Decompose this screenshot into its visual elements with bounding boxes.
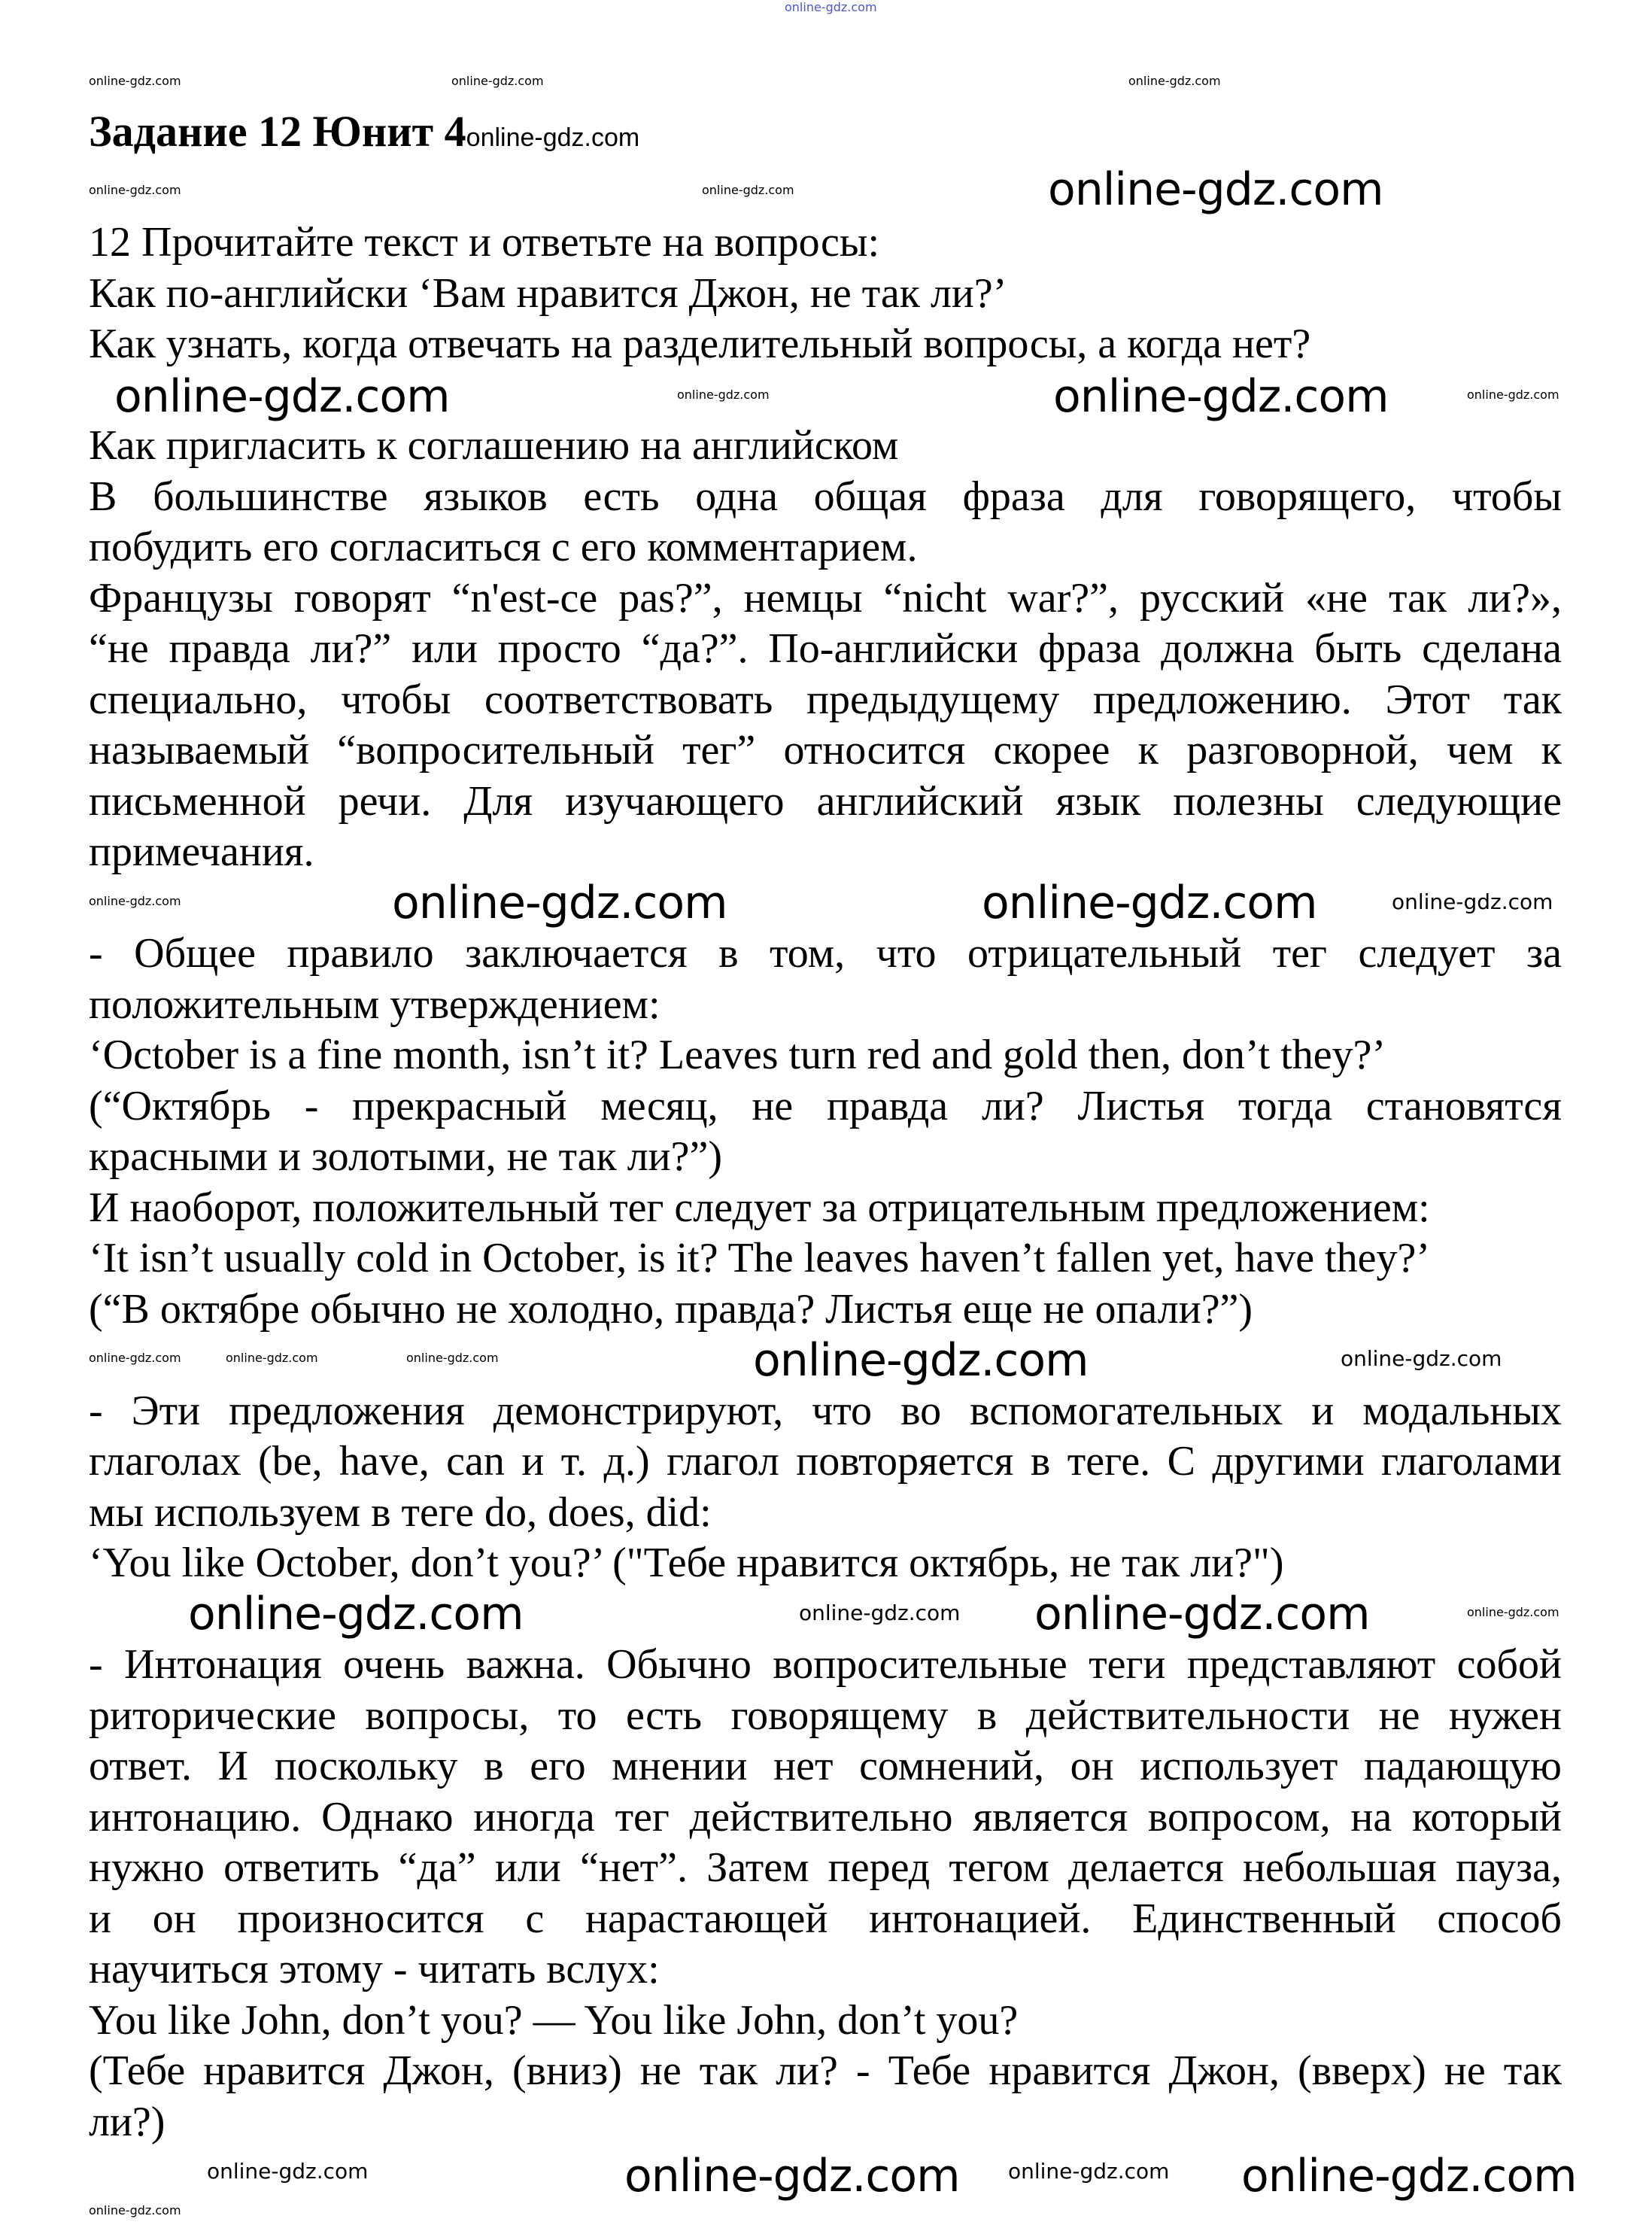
- watermark: online-gdz.com: [1053, 370, 1389, 423]
- watermark: online-gdz.com: [1467, 1605, 1559, 1619]
- text-line: [89, 1741, 1562, 1792]
- text-line: [89, 421, 1562, 472]
- text-line: [89, 1894, 1562, 1945]
- text-line: [89, 1233, 1562, 1284]
- watermark: online-gdz.com: [451, 74, 544, 88]
- text-line: [89, 1030, 1562, 1081]
- text-line: [89, 472, 1562, 523]
- text-line-content: (Тебе нравится Джон, (вниз) не так ли? - Тебе нравится Джон, (вверх) не так: [89, 2047, 1562, 2094]
- text-line-content: ‘It isn’t usually cold in October, is it? The leaves haven’t fallen yet, have they?’: [89, 1235, 1430, 1281]
- text-line-content: 12 Прочитайте текст и ответьте на вопросы:: [89, 219, 880, 266]
- watermark: online-gdz.com: [226, 1351, 318, 1365]
- text-line: [89, 1132, 1562, 1183]
- text-line-content: ‘You like October, don’t you?’ ("Тебе нравится октябрь, не так ли?"): [89, 1540, 1284, 1586]
- text-line-content: Как узнать, когда отвечать на разделительный вопросы, а когда нет?: [89, 321, 1311, 367]
- watermark: online-gdz.com: [1008, 2159, 1170, 2184]
- text-line-content: интонацию. Однако иногда тег действительно является вопросом, на который: [89, 1793, 1562, 1841]
- watermark: online-gdz.com: [1392, 889, 1553, 914]
- watermark: online-gdz.com: [1048, 163, 1383, 216]
- text-line: [89, 1538, 1562, 1589]
- watermark: online-gdz.com: [1034, 1588, 1370, 1640]
- text-line: [89, 522, 1562, 573]
- watermark: online-gdz.com: [89, 183, 181, 197]
- watermark: online-gdz.com: [89, 1351, 181, 1365]
- watermark: online-gdz.com: [785, 0, 877, 14]
- paragraph: [89, 1640, 1562, 2148]
- paragraph: [89, 929, 1562, 1335]
- text-line: [89, 1944, 1562, 1996]
- watermark: online-gdz.com: [406, 1351, 499, 1365]
- text-line: [89, 2097, 1562, 2148]
- watermark: online-gdz.com: [753, 1334, 1089, 1387]
- watermark: online-gdz.com: [188, 1588, 524, 1640]
- paragraph: [89, 421, 1562, 878]
- text-line-content: - Эти предложения демонстрируют, что во вспомогательных и модальных: [89, 1387, 1562, 1434]
- text-line-content: В большинстве языков есть одна общая фраза для говорящего, чтобы: [89, 473, 1562, 520]
- document-body: [89, 217, 1562, 2202]
- text-line: [89, 319, 1562, 370]
- text-line-content: нужно ответить “да” или “нет”. Затем перед тегом делается небольшая пауза,: [89, 1844, 1562, 1891]
- text-line: [89, 725, 1562, 777]
- watermark: online-gdz.com: [799, 1600, 961, 1625]
- text-line-content: риторические вопросы, то есть говорящему в действительности не нужен: [89, 1692, 1562, 1739]
- text-line-content: красными и золотыми, не так ли?”): [89, 1133, 722, 1180]
- text-line: [89, 1081, 1562, 1132]
- text-line: [89, 980, 1562, 1031]
- text-line-content: You like John, don’t you? — You like John, don’t you?: [89, 1996, 1019, 2044]
- watermark: online-gdz.com: [89, 74, 181, 88]
- text-line-content: Как по-английски ‘Вам нравится Джон, не так ли?’: [89, 269, 1007, 317]
- text-line: [89, 573, 1562, 625]
- text-line: [89, 1792, 1562, 1844]
- title-text: Задание 12 Юнит 4: [89, 107, 466, 156]
- text-line-content: специально, чтобы соответствовать предыдущему предложению. Этот так: [89, 676, 1562, 723]
- watermark: online-gdz.com: [392, 877, 727, 929]
- text-line: [89, 675, 1562, 726]
- text-line-content: - Общее правило заключается в том, что отрицательный тег следует за: [89, 930, 1562, 977]
- watermark: online-gdz.com: [1341, 1346, 1502, 1371]
- text-line: [89, 777, 1562, 828]
- text-line-content: письменной речи. Для изучающего английский язык полезны следующие: [89, 777, 1562, 825]
- watermark: online-gdz.com: [466, 123, 640, 152]
- watermark: online-gdz.com: [702, 183, 794, 197]
- watermark: online-gdz.com: [982, 877, 1317, 929]
- text-line-content: побудить его согласиться с его комментарием.: [89, 524, 918, 570]
- watermark: online-gdz.com: [1467, 388, 1559, 402]
- text-line-content: примечания.: [89, 828, 314, 875]
- watermark: online-gdz.com: [1128, 74, 1221, 88]
- watermark: online-gdz.com: [1241, 2150, 1577, 2202]
- text-line: [89, 217, 1562, 269]
- text-line-content: И наоборот, положительный тег следует за отрицательным предложением:: [89, 1184, 1430, 1231]
- text-line-content: (“Октябрь - прекрасный месяц, не правда ли? Листья тогда становятся: [89, 1082, 1562, 1129]
- watermark: online-gdz.com: [114, 370, 450, 423]
- paragraph: [89, 1386, 1562, 1589]
- watermark: online-gdz.com: [677, 388, 770, 402]
- text-line: [89, 929, 1562, 980]
- text-line-content: положительным утверждением:: [89, 980, 660, 1028]
- text-line: [89, 1843, 1562, 1894]
- text-line-content: Как пригласить к соглашению на английском: [89, 422, 899, 469]
- paragraph: [89, 217, 1562, 370]
- watermark: online-gdz.com: [89, 894, 181, 908]
- page-title: [89, 105, 639, 164]
- text-line-content: ‘October is a fine month, isn’t it? Leaves turn red and gold then, don’t they?’: [89, 1032, 1386, 1078]
- text-line-content: называемый “вопросительный тег” относится скорее к разговорной, чем к: [89, 727, 1562, 774]
- text-line-content: (“В октябре обычно не холодно, правда? Листья еще не опали?”): [89, 1285, 1253, 1333]
- text-line: [89, 1996, 1562, 2047]
- text-line: [89, 624, 1562, 675]
- watermark: online-gdz.com: [207, 2159, 369, 2184]
- watermark: online-gdz.com: [89, 2203, 181, 2217]
- text-line: [89, 1183, 1562, 1234]
- text-line: [89, 1488, 1562, 1539]
- text-line-content: и он произносится с нарастающей интонацией. Единственный способ: [89, 1895, 1562, 1942]
- text-line-content: Французы говорят “n'est-ce pas?”, немцы “nicht war?”, русский «не так ли?»,: [89, 574, 1562, 622]
- watermark: online-gdz.com: [624, 2150, 960, 2202]
- text-line-content: “не правда ли?” или просто “да?”. По-английски фраза должна быть сделана: [89, 625, 1562, 672]
- text-line: [89, 1640, 1562, 1691]
- text-line-content: ли?): [89, 2098, 166, 2145]
- text-line: [89, 1691, 1562, 1742]
- text-line: [89, 1386, 1562, 1437]
- text-line: [89, 269, 1562, 320]
- text-line-content: научиться этому - читать вслух:: [89, 1946, 660, 1993]
- text-line-content: глаголах (be, have, can и т. д.) глагол повторяется в теге. С другими глаголами: [89, 1438, 1562, 1485]
- text-line-content: мы используем в теге do, does, did:: [89, 1488, 712, 1536]
- text-line: [89, 827, 1562, 878]
- text-line-content: - Интонация очень важна. Обычно вопросительные теги представляют собой: [89, 1641, 1562, 1688]
- text-line: [89, 2046, 1562, 2097]
- text-line-content: ответ. И поскольку в его мнении нет сомнений, он использует падающую: [89, 1743, 1562, 1789]
- text-line: [89, 1436, 1562, 1488]
- text-line: [89, 1284, 1562, 1336]
